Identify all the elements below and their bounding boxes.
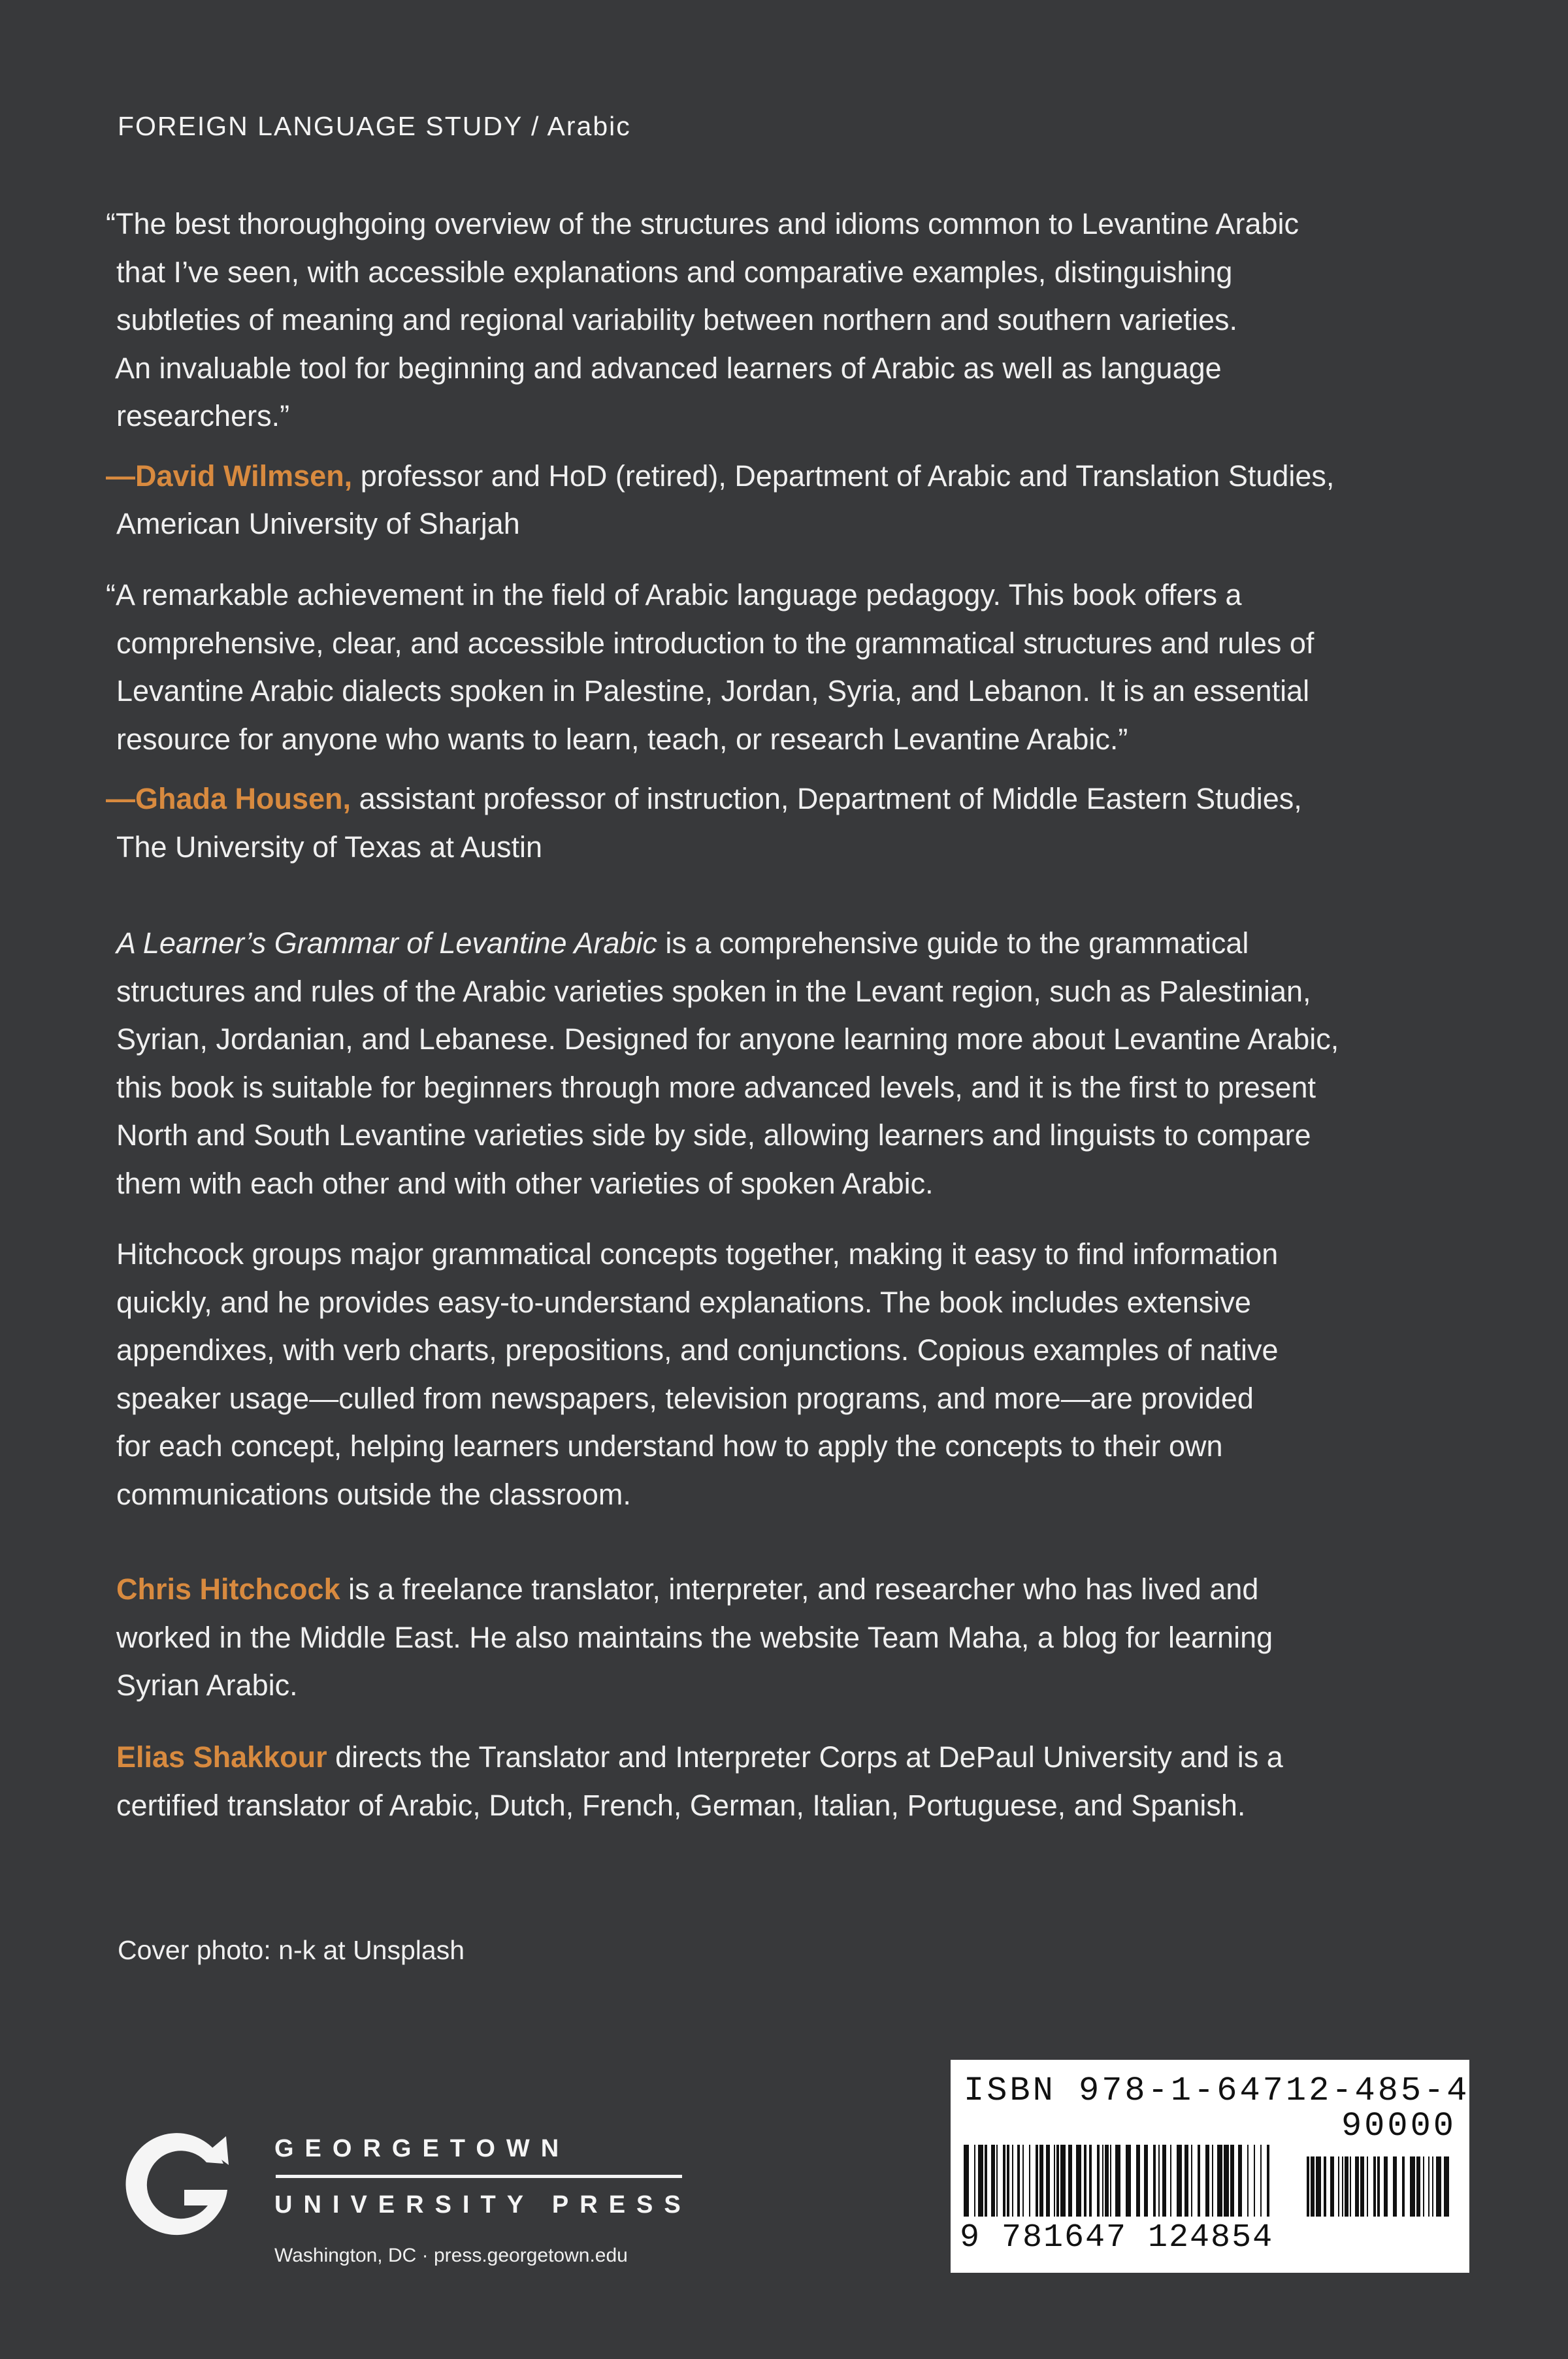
author-name: Chris Hitchcock: [116, 1572, 340, 1606]
author-name: Elias Shakkour: [116, 1740, 327, 1774]
barcode-bar: [1110, 2145, 1111, 2217]
barcode-bar: [974, 2145, 975, 2217]
barcode-bar: [1254, 2145, 1255, 2217]
barcode-bar: [1097, 2145, 1100, 2217]
barcode-bar: [1432, 2156, 1433, 2217]
barcode-bar: [1436, 2156, 1441, 2217]
barcode-bar: [1423, 2156, 1424, 2217]
author-bio-2: [116, 1733, 1475, 1829]
barcode-bar: [1330, 2156, 1334, 2217]
quote-2-line: comprehensive, clear, and accessible introduction to the grammatical structures and rules of: [116, 626, 1315, 660]
description-paragraph-2: [116, 1230, 1475, 1518]
category-label: FOREIGN LANGUAGE STUDY / Arabic: [118, 111, 631, 141]
barcode-bar: [964, 2145, 969, 2217]
barcode-bar: [1342, 2156, 1343, 2217]
quote-1-author: —David Wilmsen,: [106, 459, 353, 493]
quote-1-affiliation-line: American University of Sharjah: [116, 507, 520, 540]
georgetown-g-logo-icon: [111, 2117, 242, 2247]
barcode-bar: [1060, 2145, 1066, 2217]
barcode-bar: [1170, 2145, 1171, 2217]
price-code: 90000: [1341, 2107, 1456, 2145]
quote-2-line: Levantine Arabic dialects spoken in Palestine, Jordan, Syria, and Lebanon. It is an essential: [116, 674, 1310, 708]
barcode-bar: [1177, 2145, 1182, 2217]
author-bio-first-line: [116, 1565, 1475, 1614]
barcode-bar: [1012, 2145, 1013, 2217]
barcode-bar: [1247, 2145, 1249, 2217]
barcode-bar: [1191, 2145, 1192, 2217]
description-first-line-rest: is a comprehensive guide to the grammatical: [657, 926, 1249, 960]
barcode-bar: [996, 2145, 998, 2217]
description-paragraph-1: [116, 919, 1475, 1207]
barcode-bar: [1224, 2145, 1229, 2217]
description-line: Syrian, Jordanian, and Lebanese. Designed for anyone learning more about Levantine Arabic,: [116, 1022, 1339, 1056]
barcode-bar: [1384, 2156, 1388, 2217]
quote-1-line: “The best thoroughgoing overview of the structures and idioms common to Levantine Arabic: [106, 207, 1299, 240]
barcode-bar: [1105, 2145, 1109, 2217]
barcode-bar: [1402, 2156, 1405, 2217]
cover-credit: Cover photo: n-k at Unsplash: [118, 1935, 465, 1965]
description-line: communications outside the classroom.: [116, 1477, 631, 1511]
barcode-bar: [1039, 2145, 1043, 2217]
barcode-bar: [1338, 2156, 1339, 2217]
quote-1-line: researchers.”: [116, 399, 290, 432]
barcode-bar: [1003, 2145, 1005, 2217]
quote-2-attribution: [106, 775, 1475, 823]
barcode-bar: [1017, 2145, 1020, 2217]
barcode-bar: [1350, 2156, 1351, 2217]
barcode-bar: [1126, 2145, 1131, 2217]
barcode-bar: [1046, 2145, 1050, 2217]
barcode-bar: [1076, 2145, 1081, 2217]
barcode-bar: [1324, 2156, 1326, 2217]
author-bio-rest: is a freelance translator, interpreter, and researcher who has lived and: [340, 1572, 1259, 1606]
author-bio-line: worked in the Middle East. He also maintains the website Team Maha, a blog for learning: [116, 1620, 1273, 1654]
isbn-barcode: [951, 2060, 1469, 2273]
barcode-bar: [1377, 2156, 1380, 2217]
description-line: structures and rules of the Arabic varieties spoken in the Levant region, such as Palestinian,: [116, 974, 1311, 1008]
quote-2: [106, 571, 1475, 871]
description-line: them with each other and with other varieties of spoken Arabic.: [116, 1166, 934, 1200]
barcode-bar: [1217, 2145, 1222, 2217]
barcode-bar: [1360, 2156, 1364, 2217]
ean-digits: 9 781647 124854: [960, 2219, 1274, 2256]
barcode-bar: [1205, 2145, 1209, 2217]
barcode-bar: [1367, 2156, 1368, 2217]
barcode-bar: [1345, 2156, 1348, 2217]
barcode-bar: [1089, 2145, 1092, 2217]
barcode-bar: [1136, 2145, 1140, 2217]
barcode-bar: [1393, 2156, 1397, 2217]
author-bio-first-line: [116, 1733, 1475, 1781]
quote-1-line: subtleties of meaning and regional variability between northern and southern varieties.: [116, 303, 1238, 336]
description-line: North and South Levantine varieties side by side, allowing learners and linguists to compare: [116, 1118, 1311, 1152]
barcode-bar: [1054, 2145, 1055, 2217]
press-divider: [276, 2175, 682, 2178]
book-title: A Learner’s Grammar of Levantine Arabic: [116, 926, 657, 960]
barcode-bar: [1068, 2145, 1072, 2217]
barcode-bar: [978, 2145, 983, 2217]
barcode-bar: [1084, 2145, 1086, 2217]
description-line: appendixes, with verb charts, prepositions, and conjunctions. Copious examples of native: [116, 1333, 1279, 1367]
description-line: speaker usage—culled from newspapers, television programs, and more—are provided: [116, 1381, 1254, 1415]
description-first-line: [116, 919, 1475, 968]
barcode-bar: [1238, 2145, 1242, 2217]
barcode-bar: [1316, 2156, 1321, 2217]
barcode-bar: [1029, 2145, 1030, 2217]
press-name-line-1: GEORGETOWN: [274, 2135, 570, 2162]
barcode-bar: [1115, 2145, 1120, 2217]
barcode-bar: [991, 2145, 995, 2217]
author-bio-rest: directs the Translator and Interpreter Corps at DePaul University and is a: [327, 1740, 1283, 1774]
barcode-bar: [1416, 2156, 1420, 2217]
barcode-bar: [1007, 2145, 1009, 2217]
barcode-bar: [985, 2145, 987, 2217]
barcode-bar: [1428, 2156, 1429, 2217]
barcode-bar: [1307, 2156, 1309, 2217]
barcode-bar: [1102, 2145, 1103, 2217]
quote-1-line: that I’ve seen, with accessible explanations and comparative examples, distinguishing: [116, 255, 1233, 289]
barcode-bar: [1444, 2156, 1449, 2217]
author-bio-line: Syrian Arabic.: [116, 1668, 298, 1702]
author-bio-line: certified translator of Arabic, Dutch, French, German, Italian, Portuguese, and Spanish.: [116, 1788, 1246, 1822]
barcode-bar: [1162, 2145, 1166, 2217]
barcode-bar: [1036, 2145, 1038, 2217]
barcode-bar: [1355, 2156, 1359, 2217]
quote-1-attribution: [106, 452, 1475, 500]
quote-2-author: —Ghada Housen,: [106, 782, 351, 815]
addon-barcode-bars: [1307, 2156, 1454, 2217]
barcode-bar: [1056, 2145, 1059, 2217]
barcode-bar: [1410, 2156, 1415, 2217]
barcode-bar: [1158, 2145, 1160, 2217]
ean-barcode-bars: [964, 2145, 1271, 2217]
quote-2-line: resource for anyone who wants to learn, teach, or research Levantine Arabic.”: [116, 722, 1128, 756]
description-line: this book is suitable for beginners through more advanced levels, and it is the first to present: [116, 1070, 1316, 1104]
barcode-bar: [1184, 2145, 1188, 2217]
author-bio-1: [116, 1565, 1475, 1710]
barcode-bar: [1260, 2145, 1262, 2217]
barcode-bar: [1212, 2145, 1213, 2217]
barcode-bar: [1198, 2145, 1200, 2217]
isbn-number: ISBN 978-1-64712-485-4: [964, 2072, 1470, 2110]
description-line: for each concept, helping learners understand how to apply the concepts to their own: [116, 1429, 1223, 1463]
quote-1: [106, 200, 1475, 548]
quote-2-affiliation: assistant professor of instruction, Department of Middle Eastern Studies,: [351, 782, 1302, 815]
press-address: Washington, DC · press.georgetown.edu: [274, 2245, 628, 2266]
quote-2-affiliation-line: The University of Texas at Austin: [116, 830, 542, 864]
quote-1-line: An invaluable tool for beginning and advanced learners of Arabic as well as language: [115, 351, 1222, 385]
press-name-line-2: UNIVERSITY PRESS: [274, 2191, 692, 2219]
description-line: quickly, and he provides easy-to-understand explanations. The book includes extensive: [116, 1285, 1251, 1319]
barcode-bar: [1267, 2145, 1269, 2217]
barcode-bar: [1153, 2145, 1156, 2217]
barcode-bar: [1230, 2145, 1234, 2217]
barcode-bar: [1144, 2145, 1148, 2217]
barcode-bar: [1373, 2156, 1376, 2217]
barcode-bar: [1311, 2156, 1315, 2217]
description-line: Hitchcock groups major grammatical concepts together, making it easy to find information: [116, 1237, 1279, 1271]
barcode-bar: [1022, 2145, 1024, 2217]
quote-2-line: “A remarkable achievement in the field of Arabic language pedagogy. This book offers a: [106, 578, 1242, 611]
quote-1-affiliation: professor and HoD (retired), Department of Arabic and Translation Studies,: [352, 459, 1335, 493]
